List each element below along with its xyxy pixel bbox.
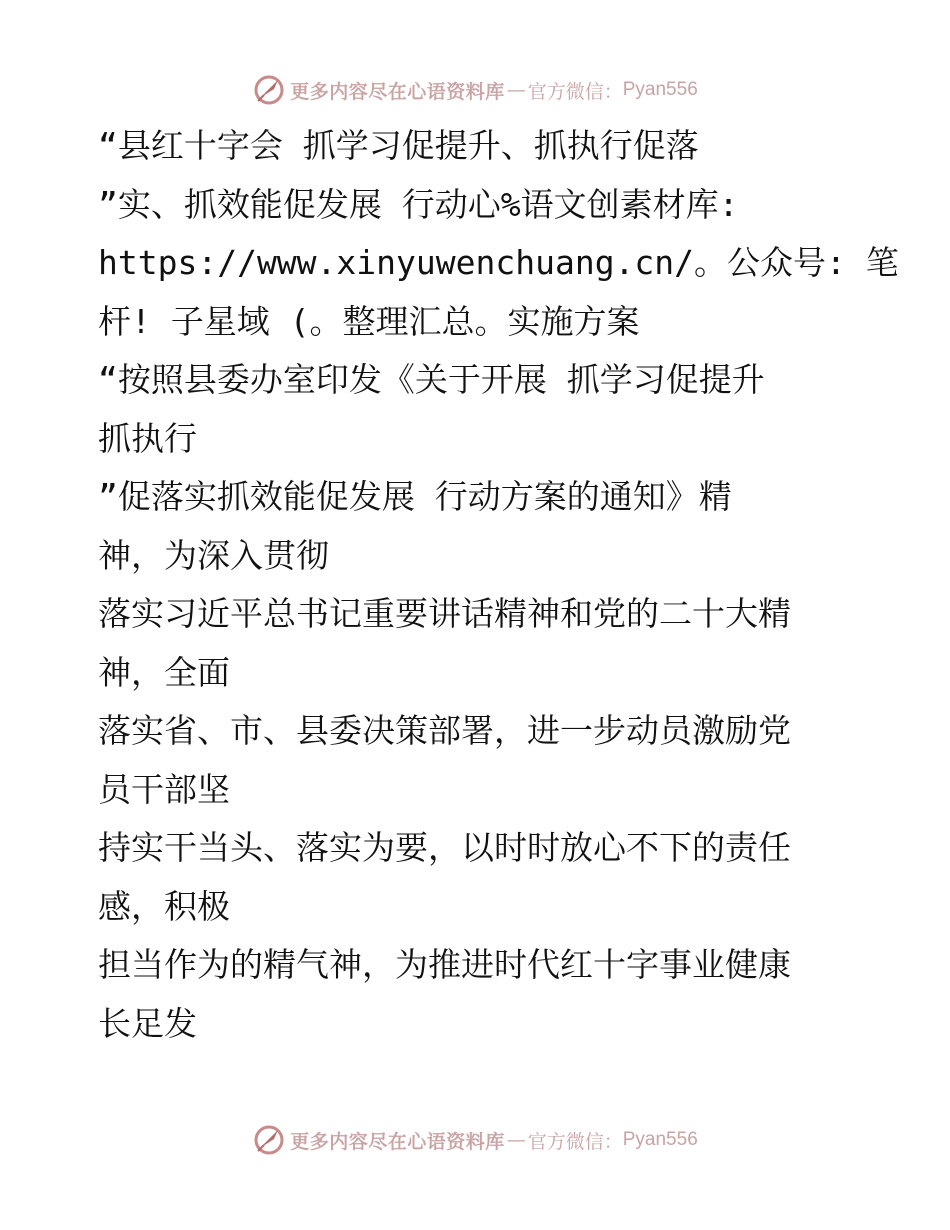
- text-line: ”实、抓效能促发展 行动心%语文创素材库:: [98, 184, 739, 224]
- text-line: 员干部坚: [98, 769, 230, 809]
- watermark-wechat-label: 官方微信：: [527, 80, 623, 103]
- quill-logo-icon: [252, 73, 286, 107]
- watermark-separator: —: [506, 1129, 526, 1151]
- text-line: 落实习近平总书记重要讲话精神和党的二十大精: [98, 594, 791, 633]
- watermark-text: 更多内容尽在心语资料库: [290, 1130, 505, 1153]
- text-line: 长足发: [98, 1003, 197, 1043]
- watermark-wechat-label: 官方微信：: [527, 1130, 623, 1153]
- watermark-wechat-id: Pyan556: [622, 1129, 698, 1150]
- text-line: “县红十字会 抓学习促提升、抓执行促落: [98, 126, 699, 165]
- watermark-separator: —: [506, 79, 526, 101]
- header-watermark: [0, 70, 950, 110]
- watermark-group: [252, 1123, 698, 1157]
- quill-logo-icon: [252, 1123, 286, 1157]
- text-line: 感，积极: [98, 886, 230, 926]
- text-line: 抓执行: [98, 418, 197, 458]
- document-body: [98, 117, 899, 1053]
- text-line: 担当作为的精气神，为推进时代红十字事业健康: [98, 945, 791, 984]
- text-line: 杆! 子星域 (。整理汇总。实施方案: [98, 301, 640, 341]
- footer-watermark: [0, 1120, 950, 1160]
- text-line: https://www.xinyuwenchuang.cn/。公众号: 笔: [98, 243, 899, 282]
- text-line: 持实干当头、落实为要，以时时放心不下的责任: [98, 828, 791, 867]
- watermark-group: [252, 73, 698, 107]
- watermark-wechat-id: Pyan556: [622, 79, 698, 100]
- text-line: “按照县委办室印发《关于开展 抓学习促提升: [98, 360, 765, 399]
- text-line: 落实省、市、县委决策部署，进一步动员激励党: [98, 711, 791, 750]
- watermark-text: 更多内容尽在心语资料库: [290, 80, 505, 103]
- text-line: ”促落实抓效能促发展 行动方案的通知》精: [98, 477, 732, 516]
- text-line: 神，全面: [98, 652, 230, 692]
- text-line: 神，为深入贯彻: [98, 535, 329, 575]
